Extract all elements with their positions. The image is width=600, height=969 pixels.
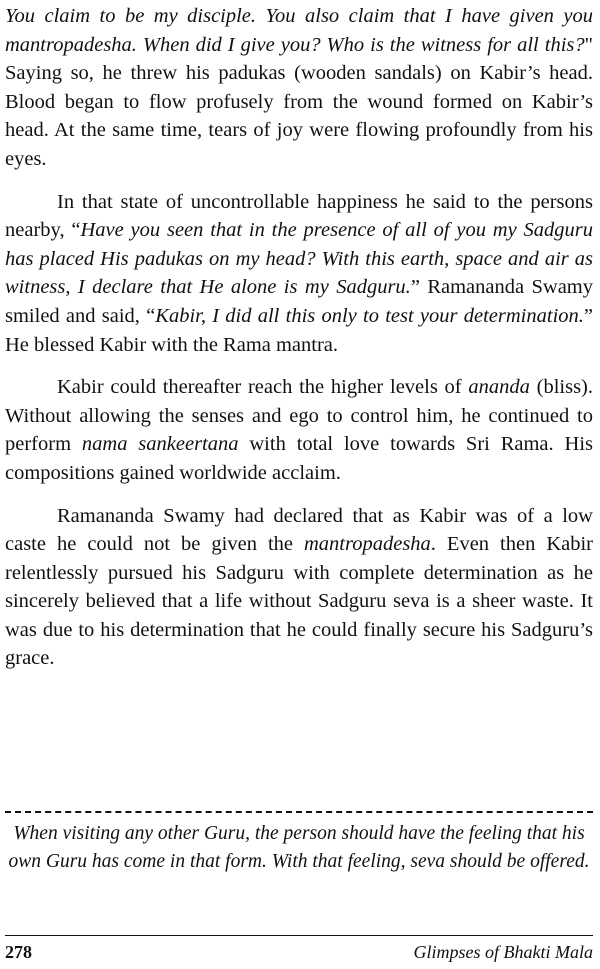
dashed-divider (5, 811, 593, 813)
paragraph-2-run-5: ” He blessed Kabir with the Rama mantra. (5, 304, 594, 356)
paragraph-3-run-4: nama sankeertana (81, 433, 239, 456)
page-body (5, 2, 593, 673)
page-number: 278 (5, 942, 32, 962)
paragraph-4-run-3: . Even then Kabir relentlessly pursued his Sadguru with complete determination as he sincerely believed that a life without Sadguru seva is a sheer waste. It was due to his determination that he could finally secure his Sadguru’s grace. (5, 533, 594, 670)
paragraph-4-run-2: mantropadesha (304, 533, 431, 556)
book-title: Glimpses of Bhakti Mala (413, 942, 593, 962)
paragraph-1 (5, 2, 593, 174)
paragraph-3-run-3: (bliss). Without allowing the senses and ego to control him, he continued to perform (5, 376, 594, 456)
paragraph-4-run-1: Ramananda Swamy had declared that as Kabir was of a low caste he could not be given the (5, 504, 593, 556)
paragraph-2-run-2: Have you seen that in the presence of all of you my Sadguru has placed His padukas on my head? With this earth, space and air as witness, I declare that He alone is my Sadguru. (5, 219, 593, 299)
paragraph-2-run-1: In that state of uncontrollable happiness he said to the persons nearby, “ (5, 190, 593, 242)
closing-quote: When visiting any other Guru, the person should have the feeling that his own Guru has come in that form. With that feeling, seva should be offered. (8, 823, 590, 872)
paragraph-3-run-5: with total love towards Sri Rama. His compositions gained worldwide acclaim. (5, 433, 593, 484)
paragraph-4 (5, 502, 593, 674)
paragraph-1-run-2: " Saying so, he threw his padukas (wooden sandals) on Kabir’s head. Blood began to flow profusely from the wound formed on Kabir’s head. At the same time, tears of joy were flowing profoundly from his eyes. (5, 33, 593, 170)
paragraph-3 (5, 373, 593, 487)
paragraph-2-run-3: ” Ramananda Swamy smiled and said, “ (5, 276, 593, 327)
paragraph-3-run-2: ananda (468, 376, 530, 399)
paragraph-2-run-4: Kabir, I did all this only to test your determination. (155, 304, 584, 327)
footer-rule (5, 935, 593, 936)
paragraph-2 (5, 188, 593, 360)
paragraph-1-run-1: You claim to be my disciple. You also claim that I have given you mantropadesha. When did I give you? Who is the witness for all this? (5, 5, 593, 56)
paragraph-3-run-1: Kabir could thereafter reach the higher levels of (57, 376, 469, 399)
